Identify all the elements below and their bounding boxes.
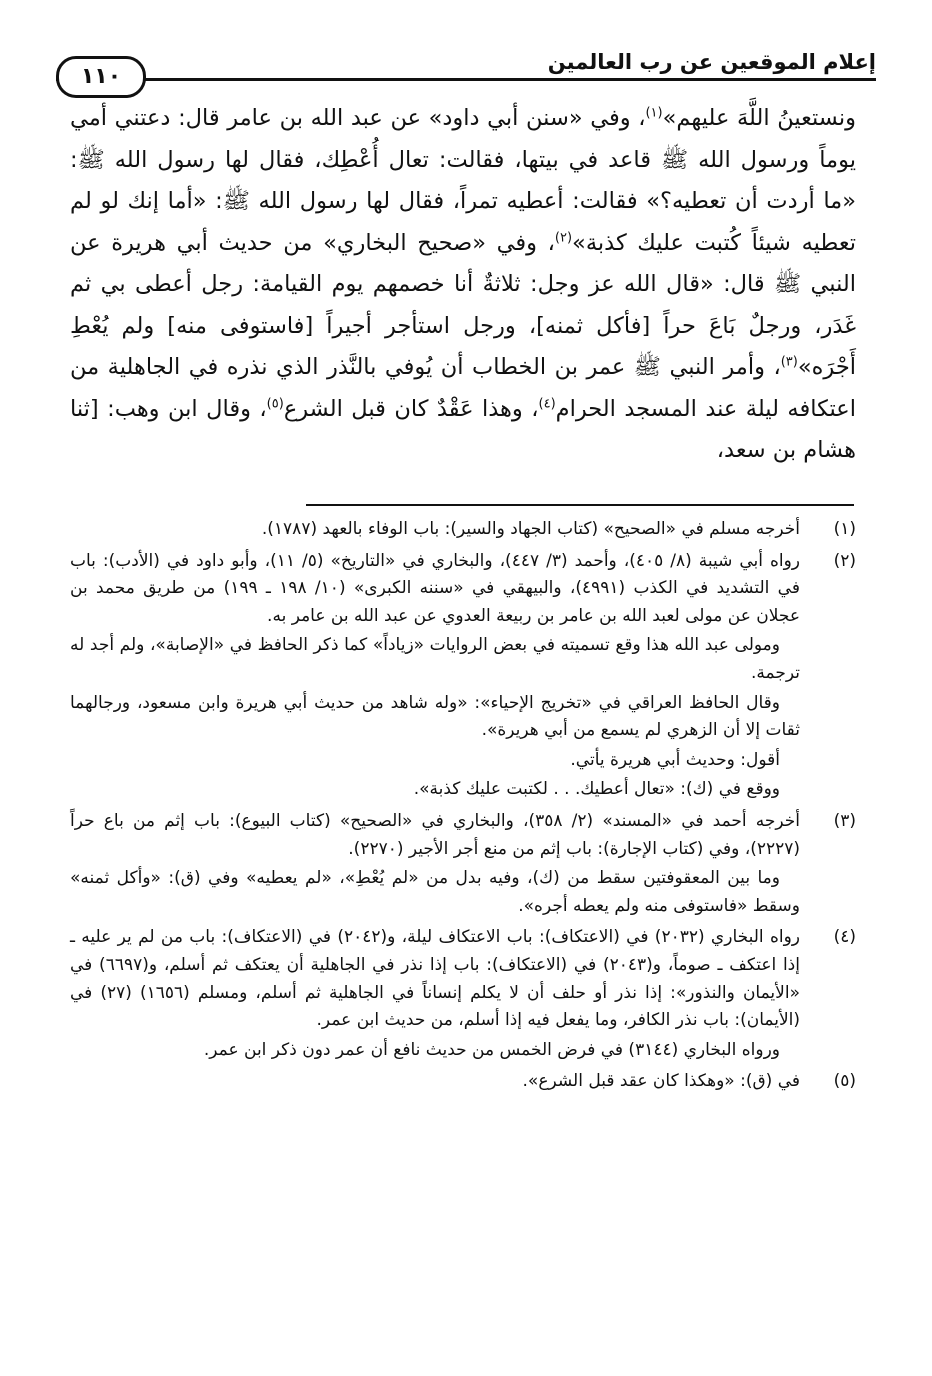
footnote-body: [70, 924, 800, 1066]
footnote-text: أخرجه مسلم في «الصحيح» (كتاب الجهاد والسير): باب الوفاء بالعهد (١٧٨٧).: [261, 519, 800, 539]
text-segment: ، وفي «صحيح البخاري» من حديث أبي هريرة عن النبي ﷺ قال: «قال الله عز وجل: ثلاثةٌ أنا خصمهم يوم القيامة: رجل أعطى بي ثم غَدَر، ورجلٌ بَاعَ حراً [فأكل ثمنه]، ورجل استأجر أجيراً [فاستوفى منه] ولم يُعْطِ أَجْرَه»: [70, 229, 856, 380]
footnote-2: [70, 548, 856, 806]
footnote-5: [70, 1068, 856, 1098]
main-paragraph: [70, 98, 856, 472]
footnote-text: ومولى عبد الله هذا وقع تسميته في بعض الروايات «زياداً» كما ذكر الحافظ في «الإصابة»، ولم أجد له ترجمة.: [70, 635, 800, 683]
footnote-text: وما بين المعقوفتين سقط من (ك)، وفيه بدل من «لم يُعْطِ»، «لم يعطيه» وفي (ق): «وأكل ثمنه» وسقط «فاستوفى منه ولم يعطه أجره».: [70, 868, 800, 916]
footnote-4: [70, 924, 856, 1066]
footnote-ref-5: (٥): [266, 396, 284, 411]
footnote-body: [70, 808, 800, 922]
footnote-number: (١): [833, 519, 856, 539]
footnote-text: في (ق): «وهكذا كان عقد قبل الشرع».: [522, 1071, 800, 1092]
footnote-text: رواه أبي شيبة (٨/ ٤٠٥)، وأحمد (٣/ ٤٤٧)، والبخاري في «التاريخ» (٥/ ١١)، وأبو داود في (الأدب): باب في التشديد في الكذب (٤٩٩١)، والبيهقي في «سننه الكبرى» (١٠/ ١٩٨ ـ ١٩٩) من طريق محمد بن عجلان عن مولى لعبد الله بن عامر بن ربيعة العدوي عن عبد الله بن عامر به.: [70, 550, 800, 626]
footnote-number: (٥): [833, 1071, 856, 1092]
text-segment: ، وفي «سنن أبي داود» عن عبد الله بن عامر قال: دعتني أمي يوماً ورسول الله ﷺ قاعد في بيتها، فقالت: تعال أُعْطِك، فقال لها رسول الله ﷺ: «ما أردت أن تعطيه؟» فقالت: أعطيه تمراً، فقال لها رسول الله ﷺ: «أما إنك لو لم تعطيه شيئاً كُتبت عليك كذبة»: [70, 105, 856, 256]
footnote-body: [70, 1068, 800, 1098]
main-text: [70, 98, 856, 472]
footnote-number: (٣): [833, 810, 856, 831]
footnote-text: ووقع في (ك): «تعال أعطيك. . . لكتبت عليك كذبة».: [413, 779, 780, 800]
footnote-separator: [306, 504, 854, 506]
text-segment: ، وهذا عَقْدٌ كان قبل الشرع: [283, 395, 539, 422]
footnote-body: [70, 516, 800, 546]
footnote-1: [70, 516, 856, 546]
footnote-body: [70, 548, 800, 806]
footnote-text: أقول: وحديث أبي هريرة يأتي.: [570, 749, 780, 770]
footnote-ref-4: (٤): [538, 396, 556, 411]
footnotes: [70, 516, 856, 1100]
text-segment: ، وقال ابن وهب: [ثنا هشام بن سعد،: [70, 395, 856, 463]
footnote-ref-2: (٢): [554, 230, 573, 245]
footnote-text: أخرجه أحمد في «المسند» (٢/ ٣٥٨)، والبخاري في «الصحيح» (كتاب البيوع): باب إثم من باع حراً (٢٢٢٧)، وفي (كتاب الإجارة): باب إثم من منع أجر الأجير (٢٢٧٠).: [70, 810, 800, 859]
footnote-number: (٤): [833, 927, 856, 948]
text-segment: ، وأمر النبي ﷺ عمر بن الخطاب أن يُوفي بالنَّذر الذي نذره في الجاهلية من اعتكافه ليلة عند المسجد الحرام: [70, 354, 856, 422]
page-number: ١١٠: [56, 56, 146, 98]
footnote-ref-1: (١): [645, 105, 663, 121]
footnote-text: ورواه البخاري (٣١٤٤) في فرض الخمس من حديث نافع أن عمر دون ذكر ابن عمر.: [203, 1039, 780, 1060]
footnote-text: رواه البخاري (٢٠٣٢) في (الاعتكاف): باب الاعتكاف ليلة، و(٢٠٤٢) في (الاعتكاف): باب من لم ير عليه ـ إذا اعتكف ـ صوماً، و(٢٠٤٣) في (الاعتكاف): باب إذا نذر في الجاهلية أن يعتكف ثم أسلم، و(٦٦٩٧) في «الأيمان والنذور»: إذا نذر أو حلف أن لا يكلم إنساناً في الجاهلية ثم أسلم، ومسلم (١٦٥٦) (٢٧) في (الأيمان): باب نذر الكافر، وما يفعل فيه إذا أسلم، من حديث ابن عمر.: [70, 927, 800, 1031]
footnote-3: [70, 808, 856, 922]
footnote-text: وقال الحافظ العراقي في «تخريج الإحياء»: «وله شاهد من حديث أبي هريرة وابن مسعود، ورجالهما ثقات إلا أن الزهري لم يسمع من أبي هريرة».: [70, 692, 800, 741]
text-segment: ونستعينُ اللَّهَ عليهم»: [662, 105, 856, 131]
book-title: إعلام الموقعين عن رب العالمين: [547, 50, 876, 74]
header-rule: [56, 78, 876, 81]
footnote-number: (٢): [833, 550, 856, 571]
page-header: [56, 46, 876, 94]
footnote-ref-3: (٣): [780, 354, 798, 370]
